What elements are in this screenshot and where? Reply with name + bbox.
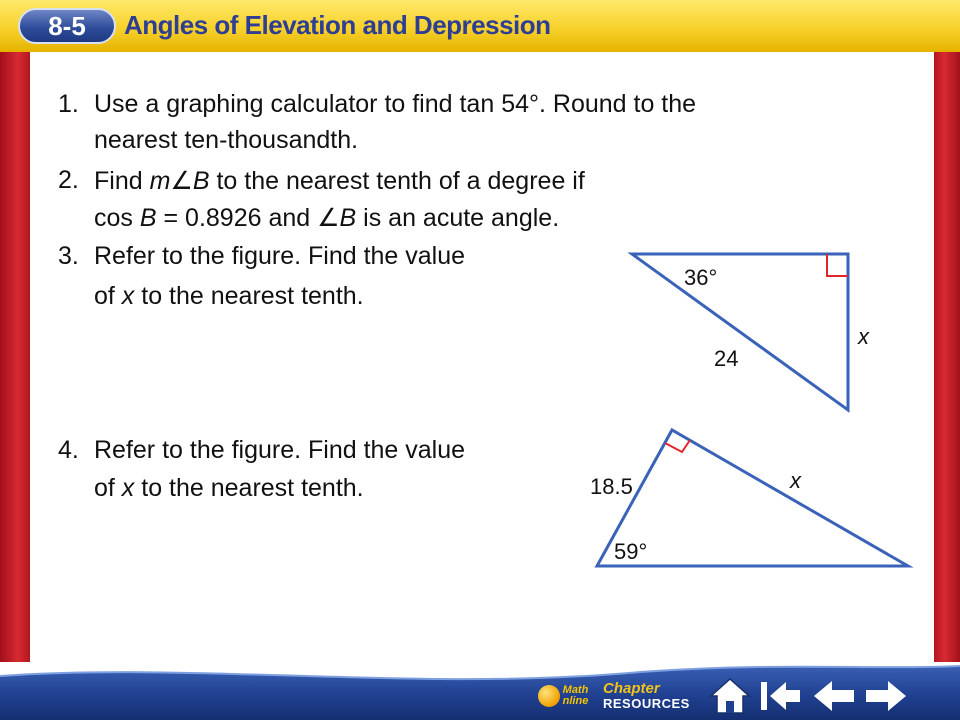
problem-2-number: 2. [58, 166, 79, 194]
problem-4-line-1: Refer to the figure. Find the value [94, 436, 466, 464]
problem-3-line-2: of x to the nearest tenth. [94, 282, 364, 310]
problem-3-line-1: Refer to the figure. Find the value [94, 242, 466, 270]
globe-icon [538, 685, 560, 707]
problem-2-line-2: cos B = 0.8926 and ∠B is an acute angle. [94, 204, 560, 232]
math-online-label-1: Math [562, 684, 589, 696]
resources-label: RESOURCES [603, 696, 690, 711]
math-online-button[interactable] [533, 677, 593, 715]
forward-arrow-icon [864, 676, 908, 716]
lesson-badge: 8-5 [18, 8, 116, 44]
problem-1-line-1: Use a graphing calculator to find tan 54°. Round to the [94, 90, 697, 118]
problem-3-number: 3. [58, 242, 79, 270]
chapter-label: Chapter [603, 680, 660, 697]
problem-2-line-1: Find m∠B to the nearest tenth of a degree if [94, 167, 585, 195]
forward-button[interactable] [864, 676, 908, 716]
problem-4-number: 4. [58, 436, 79, 464]
lesson-title: Angles of Elevation and Depression [124, 10, 551, 40]
figure-2-side-label: 18.5 [590, 474, 633, 499]
home-icon [709, 676, 751, 716]
problem-1-number: 1. [58, 90, 79, 118]
figure-1-angle-label: 36° [684, 265, 718, 290]
first-page-button[interactable] [758, 676, 802, 716]
math-online-label-2: nline [562, 695, 589, 707]
problem-1-line-2: nearest ten-thousandth. [94, 126, 359, 154]
home-button[interactable] [708, 676, 752, 716]
figure-2-angle-label: 59° [614, 539, 648, 564]
first-page-icon [758, 676, 802, 716]
figure-2-hypotenuse-label: x [790, 468, 801, 493]
chapter-resources-button[interactable] [603, 676, 699, 716]
back-button[interactable] [812, 676, 856, 716]
figure-2-right-angle-marker [665, 440, 690, 452]
back-arrow-icon [812, 676, 856, 716]
figure-1-hypotenuse-label: 24 [714, 346, 739, 371]
figure-1-side-label: x [858, 324, 869, 349]
problem-4-line-2: of x to the nearest tenth. [94, 474, 364, 502]
